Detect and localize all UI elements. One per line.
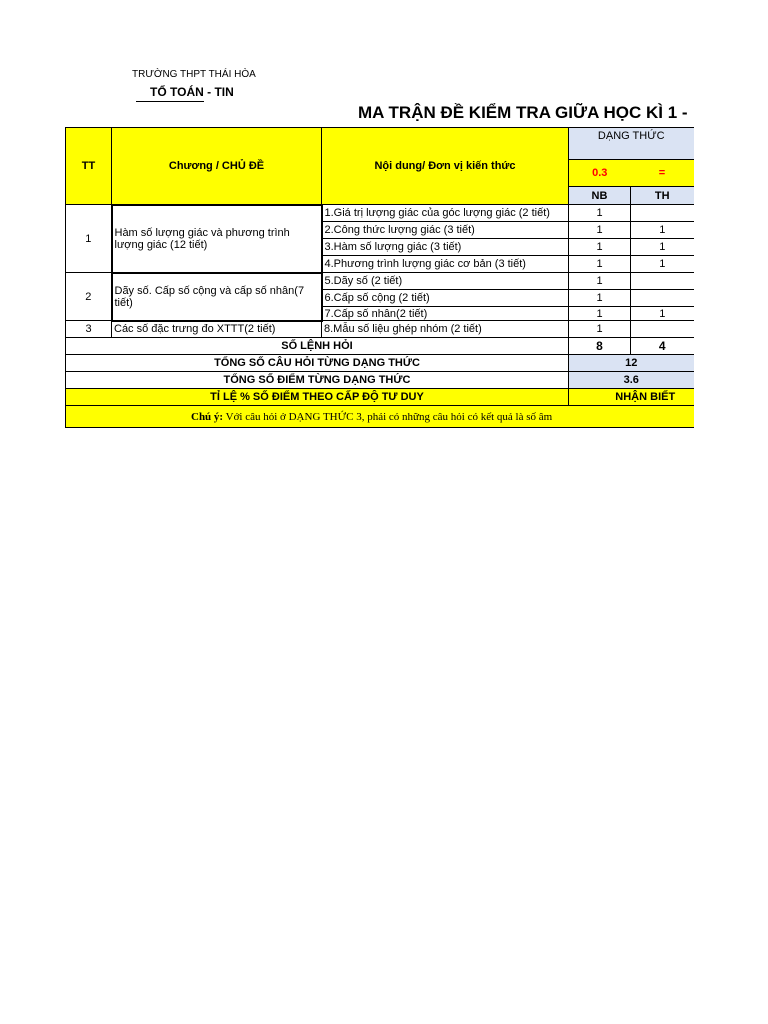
unit-content: 7.Cấp số nhân(2 tiết) [322, 307, 569, 321]
note-label: Chú ý: [191, 410, 224, 423]
chapter-name: Hàm số lượng giác và phương trình lượng giác (12 tiết) [112, 205, 322, 273]
header-dang-thuc: DẠNG THỨC [569, 128, 694, 160]
score-value: 0.3 [569, 160, 631, 187]
unit-content: 6.Cấp số cộng (2 tiết) [322, 290, 569, 307]
header-chapter: Chương / CHỦ ĐỀ [112, 128, 322, 205]
so-lenh-hoi-th: 4 [631, 338, 694, 355]
unit-th [631, 273, 694, 290]
unit-nb: 1 [569, 222, 631, 239]
tong-diem-label: TỔNG SỐ ĐIỂM TỪNG DẠNG THỨC [66, 372, 569, 389]
header-tt: TT [66, 128, 112, 205]
unit-th: 1 [631, 307, 694, 321]
unit-content: 4.Phương trình lượng giác cơ bản (3 tiết) [322, 256, 569, 273]
page-title: MA TRẬN ĐỀ KIỂM TRA GIỮA HỌC KÌ 1 - [358, 103, 688, 122]
header-nb: NB [569, 187, 631, 205]
unit-th [631, 321, 694, 338]
unit-nb: 1 [569, 239, 631, 256]
ti-le-label: TỈ LỆ % SỐ ĐIỂM THEO CẤP ĐỘ TƯ DUY [66, 389, 569, 406]
note-row [66, 406, 694, 428]
exam-matrix-table [65, 127, 694, 428]
school-name: TRƯỜNG THPT THÁI HÒA [132, 69, 256, 80]
unit-th [631, 205, 694, 222]
unit-th [631, 290, 694, 307]
chapter-tt: 3 [66, 321, 112, 338]
chapter-name: Các số đặc trưng đo XTTT(2 tiết) [112, 321, 322, 338]
so-lenh-hoi-label: SỐ LỆNH HỎI [66, 338, 569, 355]
header-content: Nội dung/ Đơn vị kiến thức [322, 128, 569, 205]
chapter-tt: 2 [66, 273, 112, 321]
ti-le-value: NHẬN BIẾT [569, 389, 694, 406]
tong-cau-hoi-value: 12 [569, 355, 694, 372]
chapter-tt: 1 [66, 205, 112, 273]
note-text: Với câu hỏi ở DẠNG THỨC 3, phải có những câu hỏi có kết quả là số âm [225, 410, 553, 423]
unit-th: 1 [631, 222, 694, 239]
so-lenh-hoi-nb: 8 [569, 338, 631, 355]
unit-nb: 1 [569, 290, 631, 307]
unit-nb: 1 [569, 321, 631, 338]
unit-nb: 1 [569, 256, 631, 273]
chapter-name: Dãy số. Cấp số cộng và cấp số nhân(7 tiết) [112, 273, 322, 321]
tong-cau-hoi-label: TỔNG SỐ CÂU HỎI TỪNG DẠNG THỨC [66, 355, 569, 372]
tong-diem-value: 3.6 [569, 372, 694, 389]
unit-content: 8.Mẫu số liệu ghép nhóm (2 tiết) [322, 321, 569, 338]
unit-content: 1.Giá trị lượng giác của góc lượng giác (2 tiết) [322, 205, 569, 222]
unit-content: 2.Công thức lượng giác (3 tiết) [322, 222, 569, 239]
department-name: TỔ TOÁN - TIN [150, 85, 234, 99]
unit-nb: 1 [569, 205, 631, 222]
equals-sign: = [631, 160, 694, 187]
unit-nb: 1 [569, 273, 631, 290]
department-underline [136, 101, 204, 102]
unit-content: 3.Hàm số lượng giác (3 tiết) [322, 239, 569, 256]
unit-th: 1 [631, 256, 694, 273]
unit-th: 1 [631, 239, 694, 256]
unit-nb: 1 [569, 307, 631, 321]
header-th: TH [631, 187, 694, 205]
unit-content: 5.Dãy số (2 tiết) [322, 273, 569, 290]
